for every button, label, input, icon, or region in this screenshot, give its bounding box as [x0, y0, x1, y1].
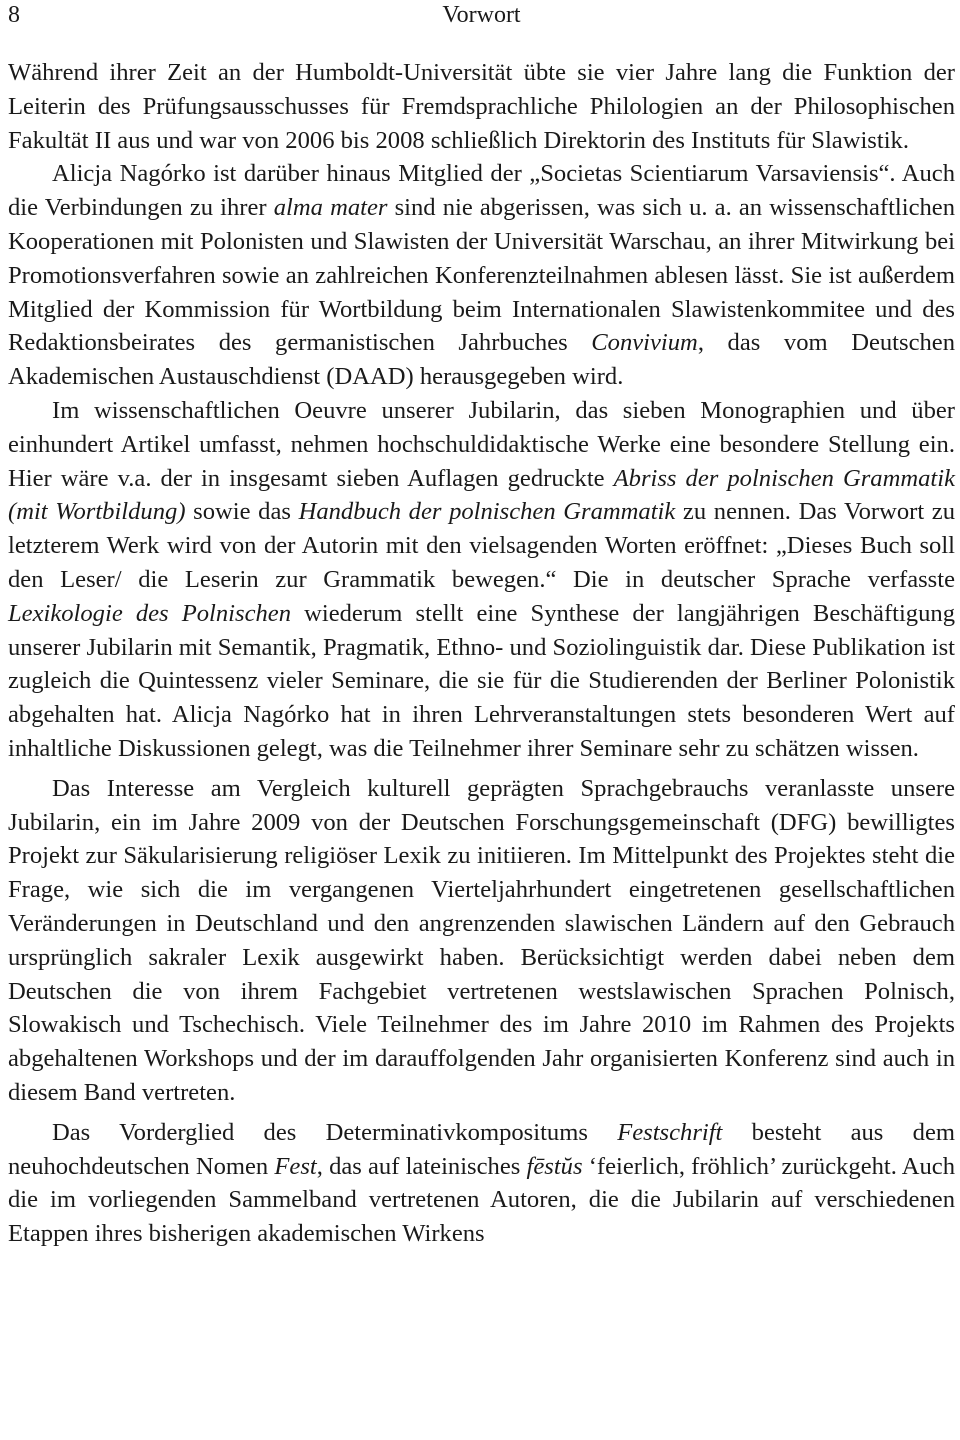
italic-title-lexikologie: Lexikologie des Polnischen	[8, 599, 291, 627]
document-page	[8, 0, 955, 1440]
running-head: Vorwort	[442, 2, 521, 28]
text-span: wiederum stellt eine Synthese der langjährigen Beschäftigung unserer Jubilarin mit Semantik, Pragmatik, Ethno- und Soziolinguistik dar. Diese Publikation ist zugleich die Quintessenz vieler Seminare, die sie für die Studierenden der Berliner Polonistik abgehalten hat. Alicja Nagórko hat in ihren Lehrveranstaltungen stets besonderen Wert auf inhaltliche Diskussionen gelegt, was die Teilnehmer ihrer Seminare sehr zu schätzen wissen.	[8, 599, 955, 762]
text-span: Alicja Nagórko ist darüber hinaus Mitglied der „Societas Scientiarum Varsaviensis“. Auch die Verbindungen zu ihrer	[8, 160, 955, 222]
italic-term-alma-mater: alma mater	[273, 194, 388, 222]
italic-title-handbuch: Handbuch der polnischen Grammatik	[298, 498, 676, 526]
text-span: besteht aus dem neuhochdeutschen Nomen	[8, 1118, 955, 1180]
paragraph-5	[8, 1116, 955, 1251]
text-span: sind nie abgerissen, was sich u. a. an wissenschaftlichen Kooperationen mit Polonisten und Slawisten der Universität Warschau, an ihrer Mitwirkung bei Promotionsverfahren sowie an zahlreichen Konferenzteilnahmen ablesen lässt. Sie ist außerdem Mitglied der Kommission für Wortbildung beim Internationalen Slawistenkommitee und des Redaktionsbeirates des germanistischen Jahrbuches	[8, 194, 955, 357]
paragraph-2	[8, 157, 955, 394]
text-span: zu nennen. Das Vorwort zu letzterem Werk wird von der Autorin mit den vielsagenden Worten eröffnet: „Dieses Buch soll den Leser/ die Leserin zur Grammatik bewegen.“ Die in deutscher Sprache verfasste	[8, 498, 955, 593]
text-span: Während ihrer Zeit an der Humboldt-Universität übte sie vier Jahre lang die Funktion der Leiterin des Prüfungsausschusses für Fremdsprachliche Philologien an der Philosophischen Fakultät II aus und war von 2006 bis 2008 schließlich Direktorin des Instituts für Slawistik.	[8, 59, 955, 154]
text-span: , das vom Deutschen Akademischen Austauschdienst (DAAD) herausgegeben wird.	[8, 329, 955, 391]
text-span: ‘feierlich, fröhlich’ zurückgeht. Auch die im vorliegenden Sammelband vertretenen Autoren, die die Jubilarin auf verschiedenen Etappen ihres bisherigen akademischen Wirkens	[8, 1152, 956, 1248]
italic-term-festus: fēstŭs	[526, 1152, 583, 1180]
italic-title-convivium: Convivium	[591, 329, 698, 357]
text-span: Im wissenschaftlichen Oeuvre unserer Jubilarin, das sieben Monographien und über einhundert Artikel umfasst, nehmen hochschuldidaktische Werke eine besondere Stellung ein. Hier wäre v.a. der in insgesamt sieben Auflagen gedruckte	[8, 396, 955, 492]
text-span: , das auf lateinisches	[316, 1152, 527, 1180]
italic-term-fest: Fest	[274, 1152, 317, 1180]
text-span: Das Interesse am Vergleich kulturell geprägten Sprachgebrauchs veranlasste unsere Jubilarin, ein im Jahre 2009 von der Deutschen Forschungsgemeinschaft (DFG) bewilligtes Projekt zur Säkularisierung religiöser Lexik zu initiieren. Im Mittelpunkt des Projektes steht die Frage, wie sich die im vergangenen Vierteljahrhundert eingetretenen gesellschaftlichen Veränderungen in Deutschland und den angrenzenden slawischen Ländern auf den Gebrauch ursprünglich sakraler Lexik ausgewirkt haben. Berücksichtigt werden dabei neben dem Deutschen die von ihrem Fachgebiet vertretenen westslawischen Sprachen Polnisch, Slowakisch und Tschechisch. Viele Teilnehmer des im Jahre 2010 im Rahmen des Projekts abgehaltenen Workshops und der im darauffolgenden Jahr organisierten Konferenz sind auch in diesem Band vertreten.	[8, 774, 955, 1106]
paragraph-3	[8, 394, 955, 766]
italic-term-festschrift: Festschrift	[617, 1118, 723, 1146]
paragraph-1	[8, 56, 955, 157]
body-text	[8, 56, 955, 1251]
page-header	[8, 0, 955, 30]
page-number: 8	[8, 2, 20, 28]
italic-title-abriss: Abriss der polnischen Grammatik (mit Wortbildung)	[8, 464, 955, 526]
text-span: Das Vorderglied des Determinativkompositums	[52, 1118, 618, 1146]
text-span: sowie das	[185, 498, 299, 526]
paragraph-4	[8, 772, 955, 1110]
